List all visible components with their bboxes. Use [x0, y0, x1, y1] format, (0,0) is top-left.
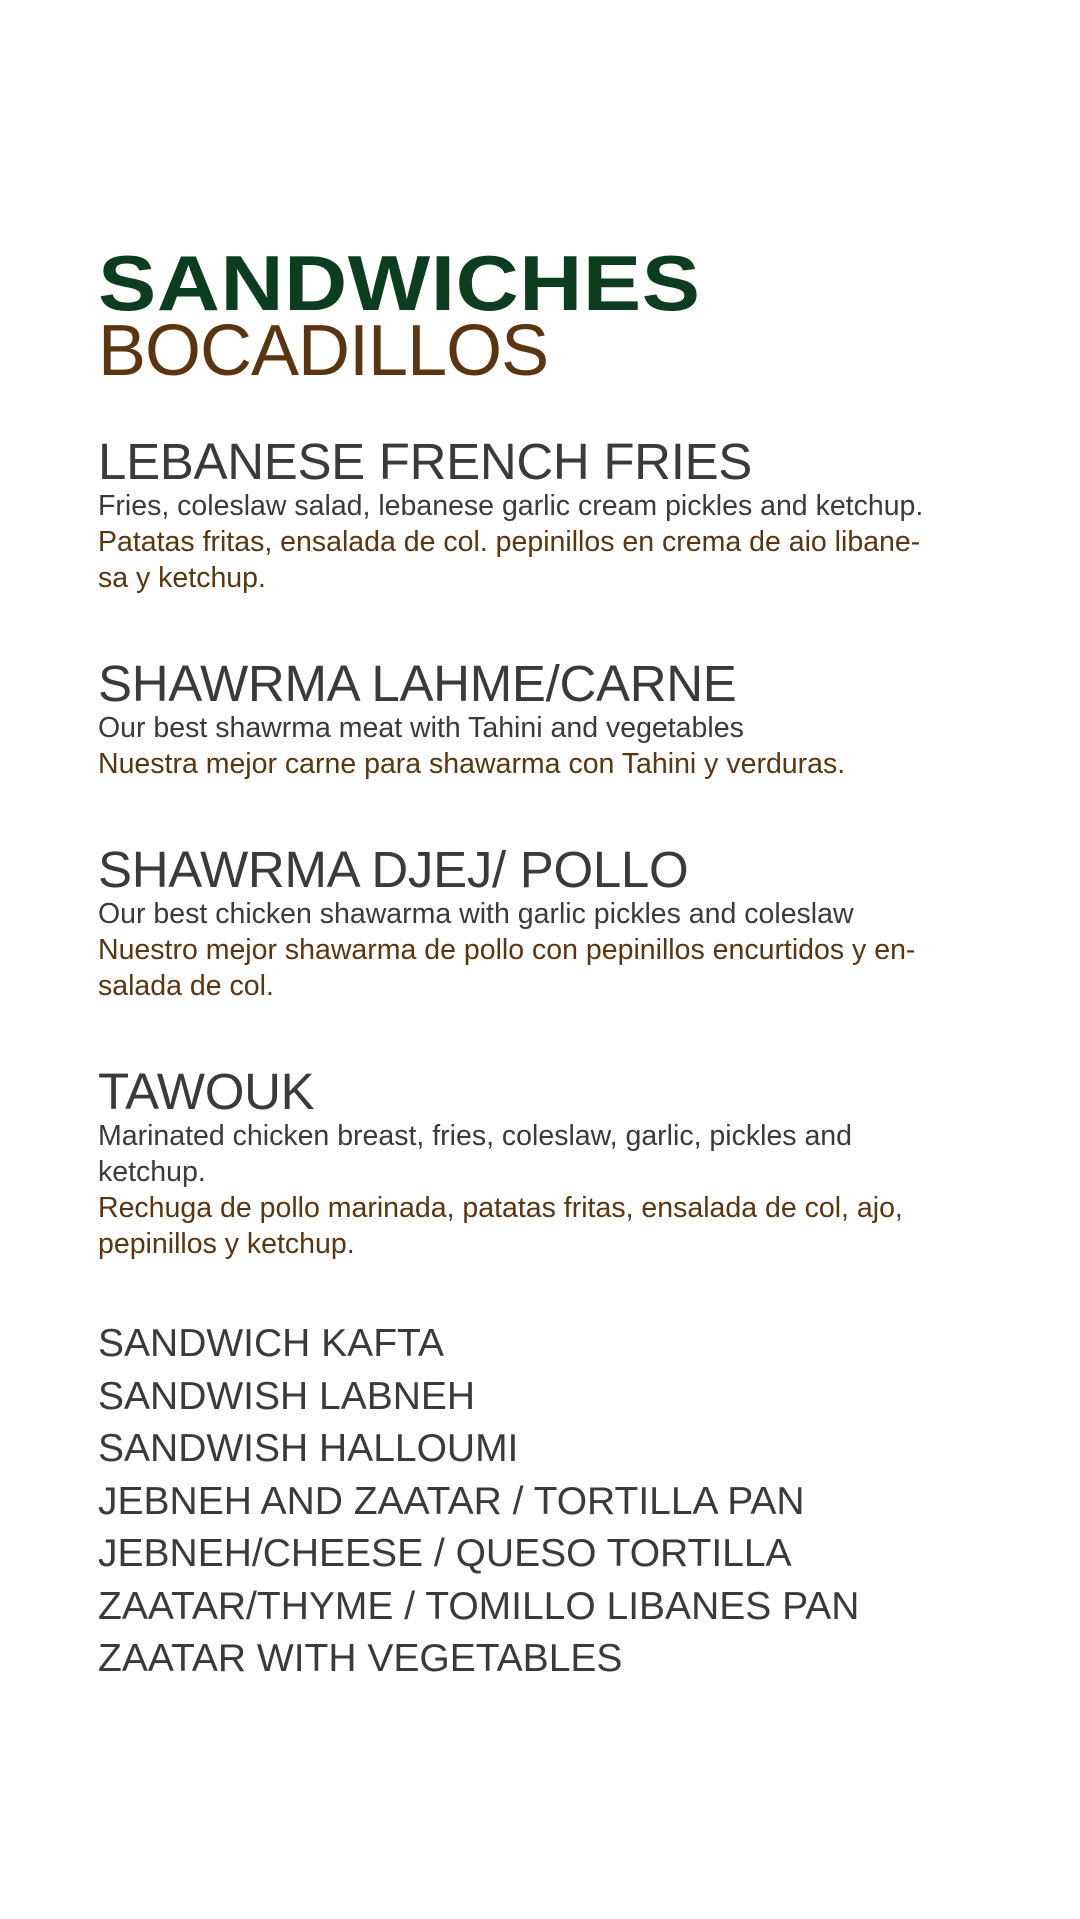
item-name: LEBANESE FRENCH FRIES [98, 433, 753, 490]
title-spanish: BOCADILLOS [98, 311, 549, 391]
list-item: ZAATAR WITH VEGETABLES [98, 1637, 623, 1680]
list-item: ZAATAR/THYME / TOMILLO LIBANES PAN [98, 1584, 860, 1628]
desc-line: Patatas fritas, ensalada de col. pepinillos en crema de aio libane- [98, 526, 921, 558]
menu-item-lebanese-french-fries [98, 432, 998, 596]
item-description-english: Our best shawrma meat with Tahini and vegetables [98, 712, 744, 744]
menu-item-shawrma-pollo [98, 840, 998, 1004]
menu-item-shawrma-carne [98, 654, 998, 782]
list-item: SANDWICH KAFTA [98, 1322, 444, 1365]
list-item: JEBNEH/CHEESE / QUESO TORTILLA [98, 1532, 792, 1575]
desc-line: salada de col. [98, 970, 274, 1002]
title-english: SANDWICHES [98, 239, 701, 327]
desc-line: Nuestro mejor shawarma de pollo con pepinillos encurtidos y en- [98, 934, 916, 966]
item-description-english: Our best chicken shawarma with garlic pickles and coleslaw [98, 898, 854, 930]
list-item: JEBNEH AND ZAATAR / TORTILLA PAN [98, 1479, 805, 1523]
item-description-spanish: Nuestra mejor carne para shawarma con Tahini y verduras. [98, 748, 846, 780]
menu-heading [98, 239, 998, 391]
simple-items-list [98, 1318, 998, 1686]
item-description-spanish [98, 932, 998, 1004]
menu-page [98, 239, 998, 1686]
list-item: SANDWISH LABNEH [98, 1374, 476, 1418]
desc-line: sa y ketchup. [98, 562, 266, 594]
item-name: SHAWRMA DJEJ/ POLLO [98, 841, 689, 898]
item-name: TAWOUK [98, 1063, 315, 1120]
item-description-spanish: Rechuga de pollo marinada, patatas fritas, ensalada de col, ajo, pepinillos y ketchup. [98, 1192, 903, 1260]
list-item: SANDWISH HALLOUMI [98, 1427, 519, 1470]
item-description-spanish [98, 524, 998, 596]
menu-item-tawouk [98, 1062, 998, 1262]
item-description-english: Marinated chicken breast, fries, coleslaw, garlic, pickles and ketchup. [98, 1120, 853, 1188]
item-name: SHAWRMA LAHME/CARNE [98, 655, 737, 712]
item-description-english: Fries, coleslaw salad, lebanese garlic cream pickles and ketchup. [98, 490, 924, 522]
